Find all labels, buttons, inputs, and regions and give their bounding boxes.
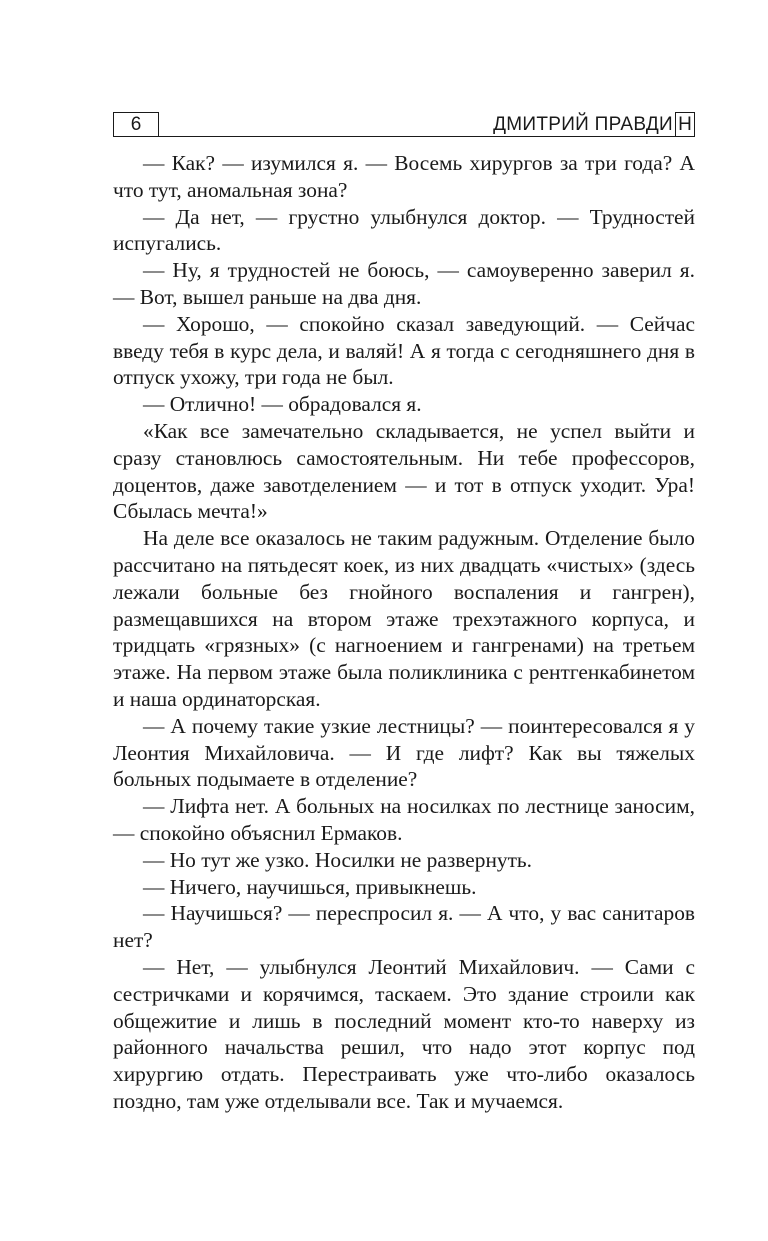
paragraph: — Лифта нет. А больных на носилках по лестнице заносим, — спокойно объяснил Ермаков. [113, 794, 695, 845]
paragraph: На деле все оказалось не таким радужным. Отделение было рассчитано на пятьдесят коек, из них двадцать «чистых» (здесь лежали больные без гнойного воспаления и гангрен), размещавшихся на втором этаже трехэтажного корпуса, и тридцать «грязных» (с нагноением и гангренами) на третьем этаже. На первом этаже была поликлиника с рентгенкабинетом и наша ординаторская. [113, 526, 695, 711]
page-number: 6 [113, 112, 159, 136]
body-text [113, 150, 695, 1115]
running-header [113, 112, 695, 137]
paragraph: — Отлично! — обрадовался я. [143, 392, 422, 417]
paragraph: — Нет, — улыбнулся Леонтий Михайлович. — Сами с сестричками и корячимся, таскаем. Это здание строили как общежитие и лишь в последний момент кто-то наверху из районного начальства решил, что надо этот корпус под хирургию отдать. Перестраивать уже что-либо оказалось поздно, там уже отделывали все. Так и мучаемся. [113, 954, 695, 1113]
paragraph: — Ну, я трудностей не боюсь, — самоуверенно заверил я. — Вот, вышел раньше на два дня. [113, 258, 695, 309]
paragraph: — Ничего, научишься, привыкнешь. [143, 874, 477, 899]
running-title: ДМИТРИЙ ПРАВДИ [493, 114, 673, 135]
paragraph: — А почему такие узкие лестницы? — поинтересовался я у Леонтия Михайловича. — И где лифт? Как вы тяжелых больных подымаете в отделение? [113, 713, 695, 792]
paragraph: — Как? — изумился я. — Восемь хирургов за три года? А что тут, аномальная зона? [113, 151, 695, 202]
paragraph: — Научишься? — переспросил я. — А что, у вас санитаров нет? [113, 901, 695, 953]
paragraph: — Но тут же узко. Носилки не развернуть. [143, 847, 533, 872]
paragraph: — Хорошо, — спокойно сказал заведующий. — Сейчас введу тебя в курс дела, и валяй! А я тогда с сегодняшнего дня в отпуск ухожу, три года не был. [113, 311, 695, 390]
running-title-tail: Н [675, 112, 695, 136]
paragraph: — Да нет, — грустно улыбнулся доктор. — Трудностей испугались. [113, 204, 695, 256]
paragraph: «Как все замечательно складывается, не успел выйти и сразу становлюсь самостоятельным. Ни тебе профессоров, доцентов, даже завотделением — и тот в отпуск уходит. Ура! Сбылась мечта!» [113, 418, 695, 524]
